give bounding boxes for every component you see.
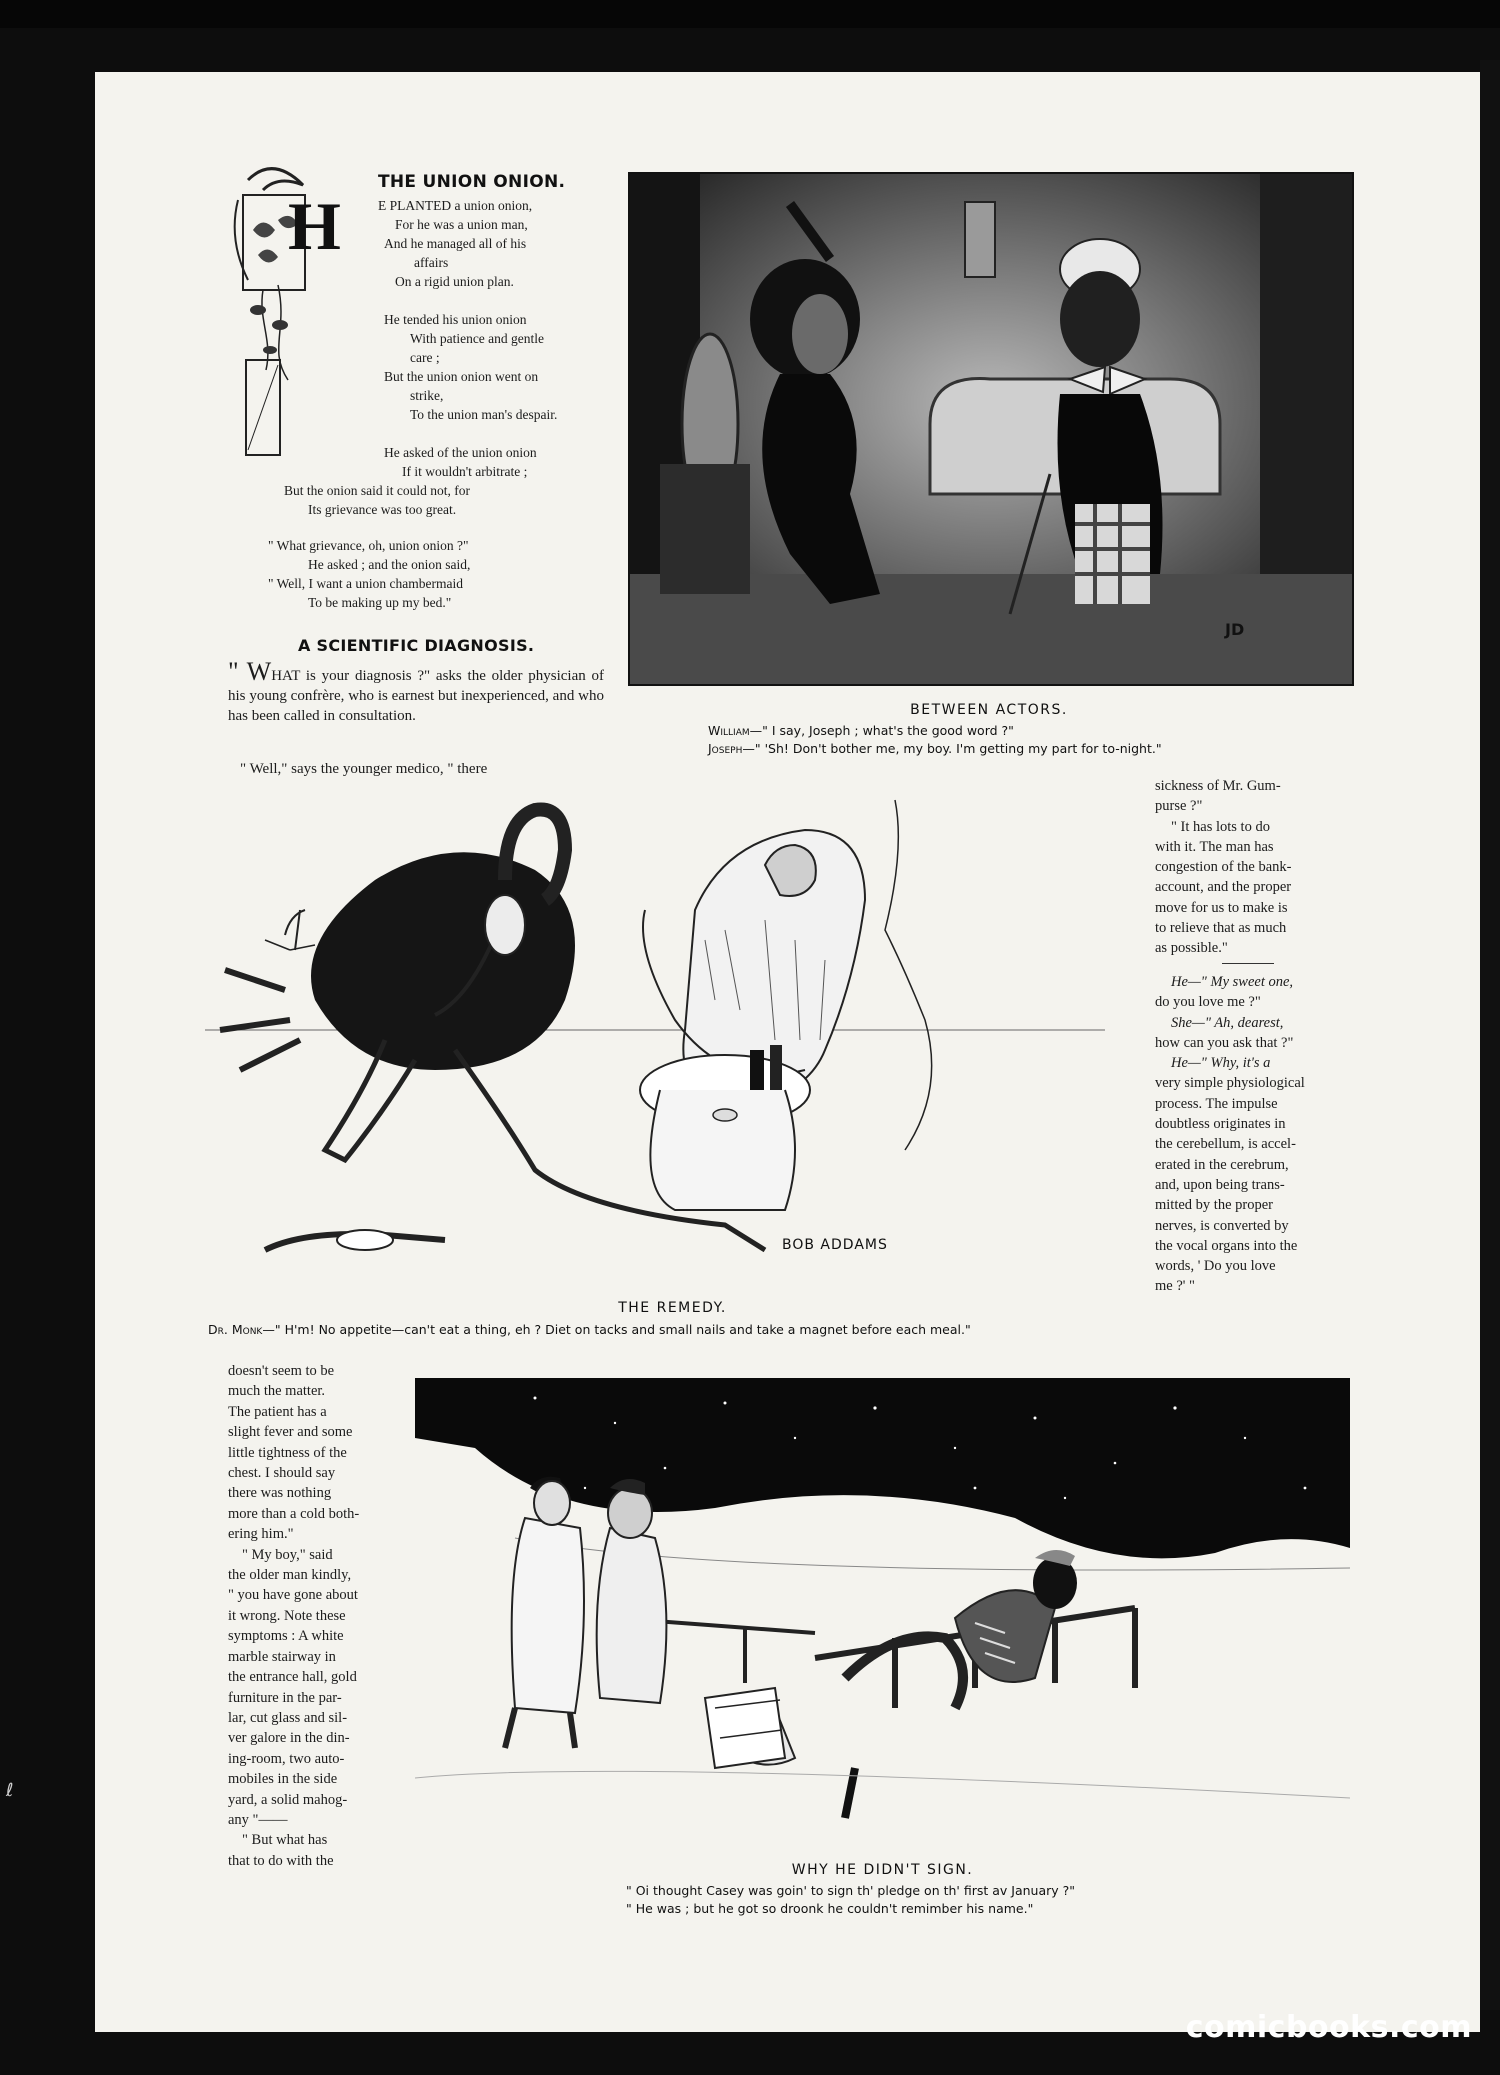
text-line: sickness of Mr. Gum- [1155,778,1281,794]
text-line: congestion of the bank- [1155,859,1292,876]
remedy-caption-text: —" H'm! No appetite—can't eat a thing, eh ? Diet on tacks and small nails and take a magnet before each meal." [262,1322,971,1337]
text-line: that to do with the [228,1852,334,1869]
poem-line: To the union man's despair. [410,407,558,422]
text-line: erated in the cerebrum, [1155,1156,1289,1173]
text-line: process. The impulse [1155,1095,1278,1112]
text-line: and, upon being trans- [1155,1176,1285,1193]
text-line: account, and the proper [1155,879,1292,896]
margin-mark: ℓ [6,1780,14,1801]
scan-top-border [0,0,1500,28]
poem-line: He asked of the union onion [384,445,537,460]
text-line: mobiles in the side [228,1771,338,1788]
poem-line: " What grievance, oh, union onion ?" [268,538,469,553]
poem-line: E PLANTED a union onion, [378,198,533,213]
text-line: much the matter. [228,1383,326,1400]
text-line: " It has lots to do [1171,818,1270,835]
text-line: with it. The man has [1155,838,1274,855]
diagnosis-para-2: " Well," says the younger medico, " there [240,761,488,777]
poem-line: He asked ; and the onion said, [308,557,471,572]
site-watermark: comicbooks.com [1185,2010,1472,2045]
text-line: " you have gone about [228,1587,358,1604]
text-line: move for us to make is [1155,899,1288,916]
text-line: The patient has a [228,1403,327,1420]
poem-line: He tended his union onion [384,312,527,327]
why-didnt-sign-line-1: " Oi thought Casey was goin' to sign th' pledge on th' first av January ?" [626,1883,1076,1898]
poem-line: To be making up my bed." [308,595,452,610]
text-line: lar, cut glass and sil- [228,1709,348,1726]
text-line: ing-room, two auto- [228,1750,345,1767]
between-actors-line-2 [708,741,1162,756]
text-line: as possible." [1155,940,1228,957]
speaker-william: William [708,723,750,738]
remedy-cartoon [205,790,1140,1290]
text-line: slight fever and some [228,1424,353,1441]
diagnosis-continued-column [228,1361,398,1871]
text-line: He—" Why, it's a [1171,1055,1271,1072]
poem-line: If it wouldn't arbitrate ; [402,464,528,479]
text-line: nerves, is converted by [1155,1217,1289,1234]
text-line: the cerebellum, is accel- [1155,1136,1296,1153]
poem-line: But the onion said it could not, for [284,483,470,498]
text-line: " My boy," said [242,1546,333,1563]
poem-line: On a rigid union plan. [395,274,514,289]
diagnosis-open-quote: " W [228,657,272,686]
text-line: the entrance hall, gold [228,1669,357,1686]
remedy-signature: BOB ADDAMS [782,1237,888,1253]
text-line: how can you ask that ?" [1155,1034,1294,1051]
speaker-joseph: Joseph [708,741,743,756]
between-actors-line-1 [708,723,1014,738]
text-line: it wrong. Note these [228,1607,346,1624]
speaker-dr-monk: Dr. Monk [208,1322,263,1337]
poem-line: Its grievance was too great. [308,502,457,517]
poem-line: But the union onion went on [384,369,539,384]
text-line: ering him." [228,1526,294,1543]
between-actors-cartoon [628,172,1354,686]
text-line: do you love me ?" [1155,994,1261,1011]
text-line: words, ' Do you love [1155,1258,1276,1275]
remedy-title: THE REMEDY. [618,1300,727,1316]
text-line: any "—— [228,1811,288,1828]
text-line: very simple physiological [1155,1075,1305,1092]
text-line: more than a cold both- [228,1505,360,1522]
drop-cap: H [288,188,341,264]
between-actors-line-1-text: —" I say, Joseph ; what's the good word ?" [749,723,1014,738]
text-line: the vocal organs into the [1155,1237,1298,1254]
diagnosis-title: A SCIENTIFIC DIAGNOSIS. [298,636,535,655]
union-onion-title: THE UNION ONION. [378,172,566,192]
between-actors-line-2-text: —" 'Sh! Don't bother me, my boy. I'm getting my part for to-night." [742,741,1162,756]
remedy-caption [208,1322,971,1337]
poem-line: strike, [410,388,444,403]
why-didnt-sign-title: WHY HE DIDN'T SIGN. [791,1862,974,1878]
text-line: there was nothing [228,1485,332,1502]
why-didnt-sign-line-2: " He was ; but he got so droonk he couldn't remimber his name." [626,1901,1034,1916]
text-line: to relieve that as much [1155,920,1287,937]
text-line: purse ?" [1155,798,1203,815]
poem-line: affairs [414,255,449,270]
text-line: She—" Ah, dearest, [1171,1014,1284,1031]
text-line: doubtless originates in [1155,1116,1286,1133]
scan-right-border [1480,60,1500,2010]
section-rule [1222,963,1274,964]
text-line: He—" My sweet one, [1171,974,1294,990]
text-line: ver galore in the din- [228,1730,350,1747]
diagnosis-para-1-text: HAT is your diagnosis ?" asks the older physician of his young confrère, who is earnest but inexperienced, and who has been called in consultation. [228,668,604,724]
between-actors-title: BETWEEN ACTORS. [910,702,1068,718]
text-line: " But what has [242,1832,328,1849]
poem-line: " Well, I want a union chambermaid [268,576,463,591]
poem-line: And he managed all of his [384,236,527,251]
text-line: marble stairway in [228,1648,336,1665]
poem-line: care ; [410,350,440,365]
text-line: doesn't seem to be [228,1363,335,1379]
poem-line: With patience and gentle [410,331,545,346]
text-line: little tightness of the [228,1444,347,1461]
text-line: mitted by the proper [1155,1197,1273,1214]
diagnosis-para-1 [228,657,604,726]
text-line: the older man kindly, [228,1567,352,1584]
love-dialogue [1155,972,1347,1297]
text-line: symptoms : A white [228,1628,344,1645]
between-actors-signature: JD [1225,620,1245,639]
text-line: yard, a solid mahog- [228,1791,348,1808]
diagnosis-right-column [1155,776,1347,959]
poem-line: For he was a union man, [395,217,528,232]
why-didnt-sign-cartoon [415,1378,1350,1853]
text-line: chest. I should say [228,1465,336,1482]
text-line: me ?' " [1155,1278,1195,1295]
text-line: furniture in the par- [228,1689,342,1706]
